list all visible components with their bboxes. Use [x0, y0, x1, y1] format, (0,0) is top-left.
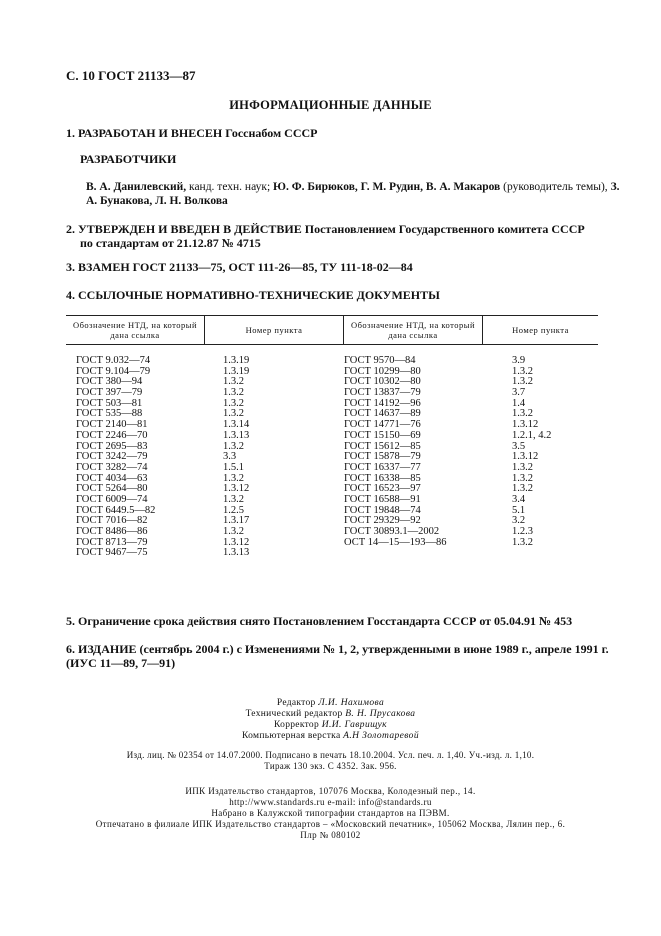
section-5: 5. Ограничение срока действия снято Постановлением Госстандарта СССР от 05.04.91 № 453	[66, 614, 573, 628]
authors-2: Ю. Ф. Бирюков, Г. М. Рудин, В. А. Макаров	[273, 181, 501, 193]
table-cell: 1.3.17	[223, 515, 250, 527]
section-6: 6. ИЗДАНИЕ (сентябрь 2004 г.) с Изменениями № 1, 2, утвержденными в июне 1989 г., апреле 1991 г. (ИУС 11—89, 7—91)	[66, 642, 609, 670]
table-cell: 1.4	[512, 397, 526, 409]
author-1-title: канд. техн. наук;	[186, 181, 274, 193]
table-cell: ГОСТ 4034—63	[76, 472, 148, 484]
table-cell: ГОСТ 10299—80	[344, 365, 421, 377]
table-cell: ГОСТ 10302—80	[344, 376, 421, 388]
table-cell: ГОСТ 15150—69	[344, 429, 421, 441]
col-header-doc-right: Обозначение НТД, на который дана ссылка	[344, 316, 483, 345]
table-cell: ГОСТ 14637—89	[344, 408, 421, 420]
table-cell: 1.3.2	[223, 397, 244, 409]
section-2-rest: Постановлением Государственного комитета СССР	[301, 222, 585, 236]
table-cell: 3.2	[512, 515, 526, 527]
credits	[0, 698, 661, 742]
table-cell: 3.4	[512, 493, 526, 505]
table-cell: ГОСТ 6449.5—82	[76, 504, 156, 516]
table-cell: ГОСТ 380—94	[76, 376, 143, 388]
publication-line-1: Изд. лиц. № 02354 от 14.07.2000. Подписано в печать 18.10.2004. Усл. печ. л. 1,40. Уч.-изд. л. 1,10.	[126, 750, 535, 760]
table-cell: 1.3.2	[223, 440, 244, 452]
table-cell: 3.7	[512, 387, 526, 399]
page-title: ИНФОРМАЦИОННЫЕ ДАННЫЕ	[229, 98, 432, 112]
printer-line: Отпечатано в филиале ИПК Издательство стандартов – «Московский печатник», 105062 Москва, Лялин пер., 6.	[95, 819, 566, 829]
table-cell: 3.3	[223, 451, 237, 463]
developers-heading: РАЗРАБОТЧИКИ	[80, 152, 177, 166]
publication-line-2: Тираж 130 экз. С 4352. Зак. 956.	[264, 761, 397, 771]
credit-corrector: Корректор И.И. Гаврищук	[273, 720, 388, 730]
table-cell: ГОСТ 535—88	[76, 408, 143, 420]
table-cell: ГОСТ 19848—74	[344, 504, 421, 516]
table-cell: 1.3.13	[223, 429, 250, 441]
table-cell: 1.2.5	[223, 504, 244, 516]
section-1-lead: 1. РАЗРАБОТАН И ВНЕСЕН	[66, 126, 223, 140]
col-header-item-right: Номер пункта	[483, 316, 599, 345]
table-cell: ГОСТ 2246—70	[76, 429, 148, 441]
table-cell: 1.3.2	[512, 483, 533, 495]
table-cell: ГОСТ 5264—80	[76, 483, 148, 495]
table-cell: ГОСТ 8486—86	[76, 526, 148, 537]
table-cell: 1.3.19	[223, 355, 250, 366]
table-cell: ГОСТ 397—79	[76, 387, 143, 399]
printer-line: http://www.standards.ru e-mail: info@standards.ru	[229, 797, 432, 807]
table-cell: ГОСТ 9570—84	[344, 355, 416, 366]
table-cell: ГОСТ 2140—81	[76, 419, 148, 431]
page-header: С. 10 ГОСТ 21133—87	[66, 68, 196, 83]
table-cell: ГОСТ 15612—85	[344, 440, 421, 452]
table-cell: 1.5.1	[223, 461, 244, 473]
credit-editor: Редактор Л.И. Нахимова	[276, 698, 385, 708]
table-cell: ГОСТ 16337—77	[344, 461, 421, 473]
printer-line: Плр № 080102	[300, 830, 361, 840]
table-cell: 1.3.2	[223, 387, 244, 399]
table-cell: ГОСТ 16338—85	[344, 472, 421, 484]
table-cell: ГОСТ 3242—79	[76, 451, 148, 463]
author-1: В. А. Данилевский,	[86, 181, 187, 193]
section-2	[66, 222, 606, 250]
table-cell: 1.3.2	[512, 472, 533, 484]
table-cell: ГОСТ 30893.1—2002	[344, 526, 440, 537]
table-cell: ГОСТ 8713—79	[76, 536, 148, 548]
section-3: 3. ВЗАМЕН ГОСТ 21133—75, ОСТ 111-26—85, ТУ 111-18-02—84	[66, 260, 413, 274]
table-cell: 1.3.2	[512, 365, 533, 377]
authors-list	[86, 180, 626, 208]
table-cell: ГОСТ 16523—97	[344, 483, 421, 495]
table-cell: ГОСТ 14192—96	[344, 397, 421, 409]
printer-line: ИПК Издательство стандартов, 107076 Москва, Колодезный пер., 14.	[185, 786, 476, 796]
section-4: 4. ССЫЛОЧНЫЕ НОРМАТИВНО-ТЕХНИЧЕСКИЕ ДОКУМЕНТЫ	[66, 288, 440, 302]
section-2-lead: 2. УТВЕРЖДЕН И ВВЕДЕН В ДЕЙСТВИЕ	[66, 222, 302, 236]
table-cell: ГОСТ 7016—82	[76, 515, 148, 527]
authors-3: З. А. Бунакова, Л. Н. Волкова	[86, 181, 620, 207]
credit-tech-editor: Технический редактор В. Н. Прусакова	[245, 709, 416, 719]
left-item-column	[223, 356, 249, 559]
table-cell: 1.3.14	[223, 419, 250, 431]
col-header-doc-left: Обозначение НТД, на который дана ссылка	[66, 316, 205, 345]
publication-info	[0, 750, 661, 772]
authors-role: (руководитель темы),	[500, 181, 611, 193]
left-doc-column	[76, 356, 155, 559]
table-cell: 1.3.2	[223, 472, 244, 484]
table-cell: ГОСТ 16588—91	[344, 493, 421, 505]
credit-layout: Компьютерная верстка А.Н Золотаревой	[242, 731, 419, 741]
table-cell: ГОСТ 29329—92	[344, 515, 421, 527]
table-cell: 1.3.12	[223, 483, 250, 495]
table-cell: 1.3.2	[512, 536, 533, 548]
section-1-rest: Госснабом СССР	[222, 126, 318, 140]
table-cell: 1.3.12	[512, 451, 539, 463]
table-cell: ОСТ 14—15—193—86	[344, 536, 447, 548]
table-cell: ГОСТ 14771—76	[344, 419, 421, 431]
table-cell: ГОСТ 503—81	[76, 397, 143, 409]
table-cell: 1.3.19	[223, 365, 250, 377]
table-cell: ГОСТ 13837—79	[344, 387, 421, 399]
table-cell: 1.3.2	[223, 526, 244, 537]
reference-docs-table	[66, 315, 598, 345]
table-cell: 3.5	[512, 440, 526, 452]
table-cell: 1.3.2	[512, 376, 533, 388]
table-cell: 1.3.12	[512, 419, 539, 431]
table-cell: ГОСТ 9.032—74	[76, 355, 151, 366]
table-cell: ГОСТ 2695—83	[76, 440, 148, 452]
printer-info	[0, 786, 661, 841]
printer-line: Набрано в Калужской типографии стандартов на ПЭВМ.	[211, 808, 450, 818]
table-cell: 1.3.2	[223, 493, 244, 505]
table-cell: 1.3.12	[223, 536, 250, 548]
col-header-item-left: Номер пункта	[205, 316, 344, 345]
table-cell: 1.2.3	[512, 526, 533, 537]
table-cell: ГОСТ 15878—79	[344, 451, 421, 463]
table-cell: 1.3.13	[223, 547, 250, 559]
table-cell: ГОСТ 9.104—79	[76, 365, 151, 377]
table-cell: ГОСТ 6009—74	[76, 493, 148, 505]
table-cell: ГОСТ 3282—74	[76, 461, 148, 473]
section-2-cont: по стандартам от 21.12.87 № 4715	[80, 236, 261, 250]
table-cell: 1.3.2	[512, 461, 533, 473]
table-cell: ГОСТ 9467—75	[76, 547, 148, 559]
table-cell: 3.9	[512, 355, 526, 366]
table-cell: 5.1	[512, 504, 526, 516]
right-doc-column	[344, 356, 447, 548]
right-item-column	[512, 356, 551, 548]
section-1	[66, 126, 318, 141]
table-cell: 1.3.2	[223, 376, 244, 388]
table-cell: 1.3.2	[223, 408, 244, 420]
table-cell: 1.3.2	[512, 408, 533, 420]
table-cell: 1.2.1, 4.2	[512, 429, 552, 441]
